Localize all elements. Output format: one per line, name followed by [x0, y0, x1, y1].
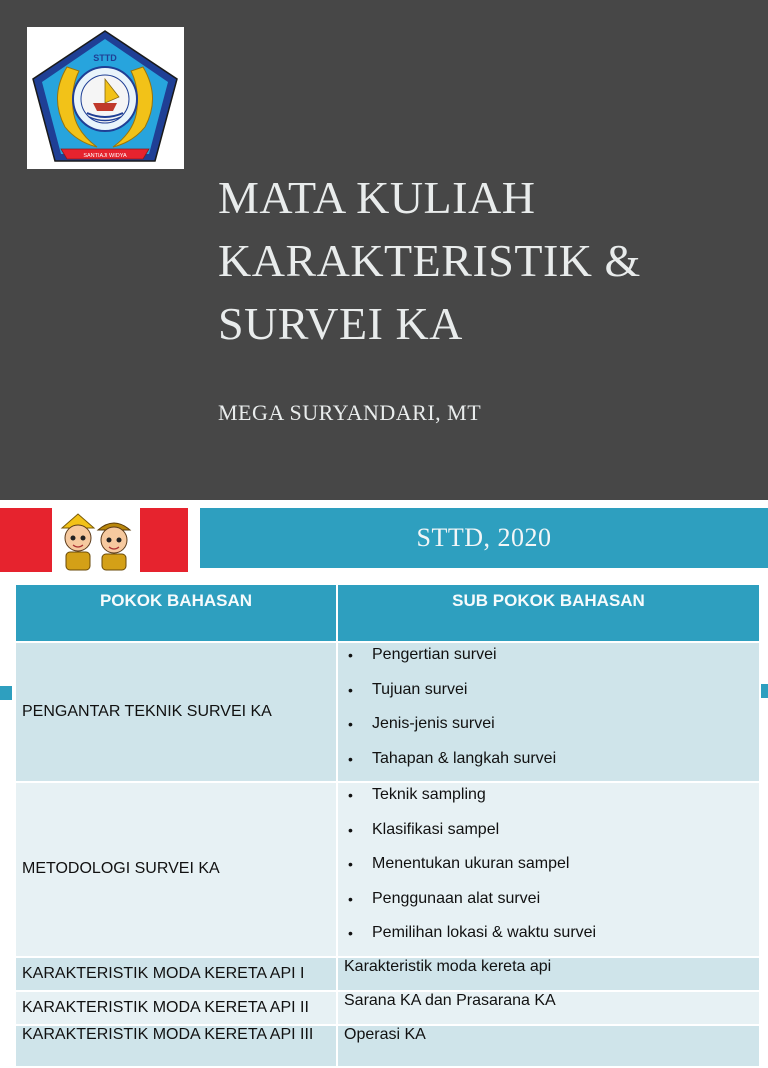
topic-cell: KARAKTERISTIK MODA KERETA API III	[15, 1025, 337, 1067]
logo-name: STTD	[93, 53, 117, 63]
topic-cell: KARAKTERISTIK MODA KERETA API I	[15, 957, 337, 991]
sttd-emblem-icon	[27, 27, 184, 169]
topic-cell: PENGANTAR TEKNIK SURVEI KA	[15, 642, 337, 782]
list-item: • Tahapan & langkah survei	[348, 747, 759, 782]
mascot-icon	[52, 508, 140, 572]
detail-cell: Operasi KA	[337, 1025, 760, 1067]
subtopic-cell	[337, 782, 760, 957]
left-edge-marker	[0, 686, 12, 700]
title-line-2: KARAKTERISTIK &	[218, 235, 641, 286]
list-item: • Pemilihan lokasi & waktu survei	[348, 921, 759, 956]
list-item: • Jenis-jenis survei	[348, 712, 759, 747]
header-sub-pokok-bahasan: SUB POKOK BAHASAN	[337, 584, 760, 642]
mascot-image	[52, 508, 140, 572]
table-row	[15, 957, 760, 991]
list-item: • Menentukan ukuran sampel	[348, 852, 759, 887]
list-item: • Pengertian survei	[348, 643, 759, 678]
detail-cell: Karakteristik moda kereta api	[337, 957, 760, 991]
table-row	[15, 642, 760, 782]
subtopic-cell	[337, 642, 760, 782]
slide-title	[218, 166, 758, 355]
table-row	[15, 782, 760, 957]
right-edge-marker	[760, 684, 768, 698]
title-line-3: SURVEI KA	[218, 298, 463, 349]
list-item: • Teknik sampling	[348, 783, 759, 818]
topic-cell: KARAKTERISTIK MODA KERETA API II	[15, 991, 337, 1025]
table-row	[15, 1025, 760, 1067]
author-name: MEGA SURYANDARI, MT	[218, 400, 482, 425]
table-row	[15, 991, 760, 1025]
title-line-1: MATA KULIAH	[218, 172, 536, 223]
sttd-logo	[27, 27, 184, 169]
table-header-row	[15, 584, 760, 642]
list-item: • Tujuan survei	[348, 678, 759, 713]
topics-table	[14, 583, 761, 1068]
topic-cell: METODOLOGI SURVEI KA	[15, 782, 337, 957]
list-item: • Penggunaan alat survei	[348, 887, 759, 922]
list-item: • Klasifikasi sampel	[348, 818, 759, 853]
footer-text: STTD, 2020	[416, 523, 552, 552]
logo-motto: SANTIAJI WIDYA	[83, 153, 127, 159]
title-slide	[0, 0, 768, 500]
detail-cell: Sarana KA dan Prasarana KA	[337, 991, 760, 1025]
slide-divider	[0, 500, 768, 505]
header-pokok-bahasan: POKOK BAHASAN	[15, 584, 337, 642]
